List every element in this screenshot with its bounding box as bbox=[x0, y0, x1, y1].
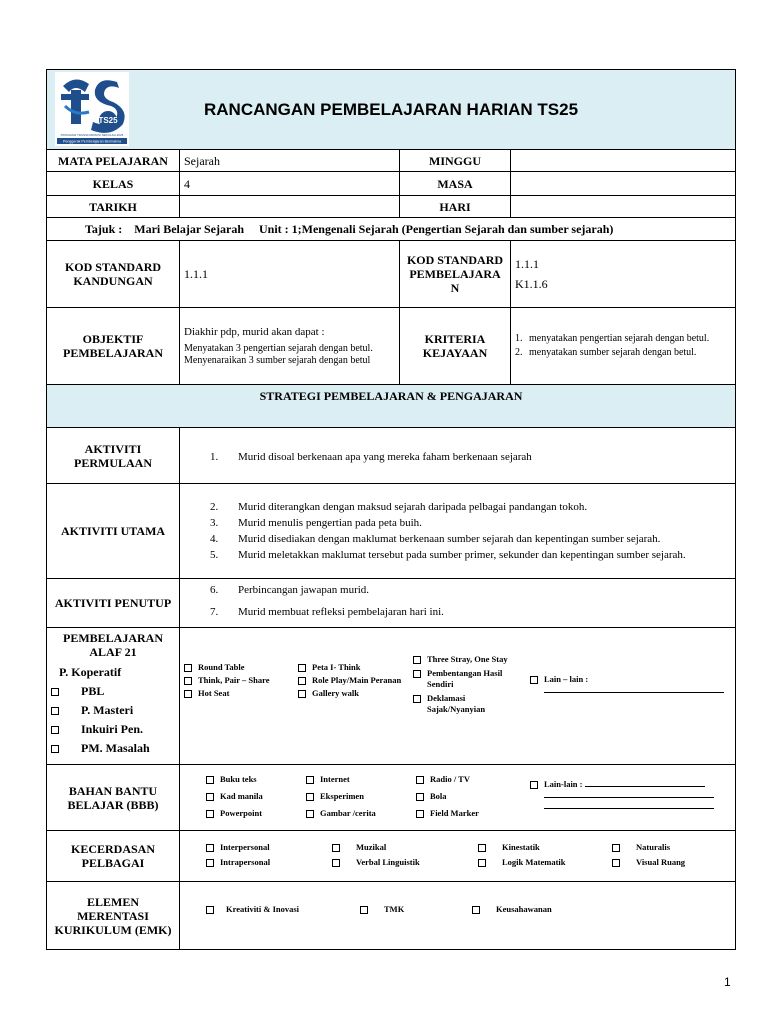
checkbox-icon bbox=[612, 859, 620, 867]
objektif-line-2: Menyenaraikan 3 sumber sejarah dengan betul bbox=[184, 355, 371, 366]
pak21-lain-option[interactable] bbox=[530, 674, 730, 696]
checkbox-icon bbox=[206, 793, 214, 801]
activity-item bbox=[184, 500, 731, 514]
kriteria-item bbox=[515, 347, 731, 359]
option-checkbox[interactable] bbox=[298, 662, 408, 673]
pak21-left-option[interactable] bbox=[51, 720, 175, 739]
activity-item-text: Murid menulis pengertian pada peta buih. bbox=[238, 517, 422, 529]
option-checkbox[interactable] bbox=[206, 791, 306, 802]
checkbox-icon bbox=[51, 745, 59, 753]
option-checkbox-label: Peta I- Think bbox=[312, 662, 361, 672]
emk-option[interactable] bbox=[206, 904, 299, 915]
bbb-lain-line-1 bbox=[585, 786, 705, 787]
masa-value[interactable] bbox=[511, 172, 736, 196]
bbb-lain-label: Lain-lain : bbox=[544, 779, 583, 789]
bbb-label: BAHAN BANTU BELAJAR (BBB) bbox=[47, 765, 180, 831]
option-checkbox[interactable] bbox=[206, 808, 306, 819]
pak21-left-option[interactable] bbox=[51, 682, 175, 701]
kod-sp-line-2: K1.1.6 bbox=[515, 277, 548, 291]
kriteria-item-number: 2. bbox=[515, 347, 523, 358]
activity-item-text: Murid diterangkan dengan maksud sejarah daripada pelbagai pandangan tokoh. bbox=[238, 501, 588, 513]
kecerdasan-options bbox=[180, 831, 736, 882]
page-number: 1 bbox=[724, 975, 731, 989]
option-checkbox-label: Powerpoint bbox=[220, 808, 263, 818]
checkbox-icon bbox=[472, 906, 480, 914]
option-checkbox-label: Gambar /cerita bbox=[320, 808, 376, 818]
minggu-value[interactable] bbox=[511, 150, 736, 172]
kecerdasan-option[interactable] bbox=[612, 842, 670, 853]
emk-options bbox=[180, 882, 736, 950]
pak21-left-option[interactable] bbox=[51, 739, 175, 758]
activity-item-text: Murid disoal berkenaan apa yang mereka faham berkenaan sejarah bbox=[238, 451, 532, 463]
option-checkbox[interactable] bbox=[184, 688, 294, 699]
option-checkbox-label: Kad manila bbox=[220, 791, 263, 801]
kecerdasan-option-label: Interpersonal bbox=[220, 842, 270, 852]
pak21-lain-line bbox=[544, 692, 724, 693]
aktiviti-utama-label: AKTIVITI UTAMA bbox=[47, 484, 180, 579]
svg-text:TS25: TS25 bbox=[98, 116, 118, 125]
activity-item bbox=[184, 583, 731, 597]
kriteria-item-number: 1. bbox=[515, 333, 523, 344]
pak21-left-option-label: PBL bbox=[81, 684, 105, 698]
activity-item-number: 6. bbox=[210, 584, 219, 596]
kriteria-value[interactable] bbox=[511, 308, 736, 385]
activity-item-number: 1. bbox=[210, 451, 219, 463]
kecerdasan-option[interactable] bbox=[206, 842, 270, 853]
svg-text:Penggerak Pembelajaran Bermakn: Penggerak Pembelajaran Bermakna bbox=[63, 139, 121, 144]
option-checkbox[interactable] bbox=[184, 662, 294, 673]
checkbox-icon bbox=[206, 776, 214, 784]
option-checkbox[interactable] bbox=[413, 668, 523, 690]
bbb-lain-line-2 bbox=[544, 797, 714, 798]
checkbox-icon bbox=[332, 844, 340, 852]
objektif-value[interactable] bbox=[180, 308, 400, 385]
ts25-logo-icon bbox=[55, 72, 129, 146]
option-checkbox[interactable] bbox=[184, 675, 294, 686]
pak21-left-option-label: P. Koperatif bbox=[59, 665, 122, 679]
kecerdasan-option[interactable] bbox=[478, 842, 540, 853]
hari-label: HARI bbox=[400, 196, 511, 218]
aktiviti-penutup-value[interactable] bbox=[180, 579, 736, 628]
checkbox-icon bbox=[206, 844, 214, 852]
kriteria-label: KRITERIA KEJAYAAN bbox=[400, 308, 511, 385]
pak21-label-cell bbox=[47, 628, 180, 765]
activity-item-text: Murid membuat refleksi pembelajaran hari ini. bbox=[238, 606, 444, 618]
option-checkbox-label: Think, Pair – Share bbox=[198, 675, 270, 685]
checkbox-icon bbox=[298, 677, 306, 685]
bbb-options bbox=[180, 765, 736, 831]
checkbox-icon bbox=[416, 810, 424, 818]
checkbox-icon bbox=[298, 664, 306, 672]
option-checkbox[interactable] bbox=[416, 774, 526, 785]
option-checkbox-label: Deklamasi Sajak/Nyanyian bbox=[427, 693, 486, 714]
aktiviti-penutup-label: AKTIVITI PENUTUP bbox=[47, 579, 180, 628]
kecerdasan-option[interactable] bbox=[332, 842, 386, 853]
option-checkbox-label: Three Stray, One Stay bbox=[427, 654, 508, 664]
mata-pelajaran-value[interactable]: Sejarah bbox=[180, 150, 400, 172]
activity-item-text: Murid disediakan dengan maklumat berkenaan sumber sejarah dan kepentingan sumber sejarah. bbox=[238, 533, 661, 545]
rph-document bbox=[46, 69, 735, 950]
checkbox-icon bbox=[416, 776, 424, 784]
kod-standard-pembelajaran-label: KOD STANDARD PEMBELAJARA N bbox=[400, 241, 511, 308]
option-checkbox[interactable] bbox=[413, 693, 523, 715]
option-checkbox-label: Hot Seat bbox=[198, 688, 230, 698]
option-checkbox[interactable] bbox=[413, 654, 523, 665]
checkbox-icon bbox=[332, 859, 340, 867]
rph-table bbox=[46, 69, 736, 950]
checkbox-icon bbox=[413, 695, 421, 703]
svg-text:PROGRAM TRANSFORMASI SEKOLAH 2: PROGRAM TRANSFORMASI SEKOLAH 2025 bbox=[60, 133, 124, 137]
kecerdasan-option-label: Verbal Linguistik bbox=[356, 857, 420, 867]
checkbox-icon bbox=[478, 844, 486, 852]
option-checkbox[interactable] bbox=[298, 675, 408, 686]
header-cell bbox=[47, 70, 736, 150]
kecerdasan-option-label: Intrapersonal bbox=[220, 857, 271, 867]
kecerdasan-option[interactable] bbox=[206, 857, 270, 868]
kecerdasan-option-label: Visual Ruang bbox=[636, 857, 686, 867]
option-checkbox-label: Pembentangan Hasil Sendiri bbox=[427, 668, 503, 689]
emk-option[interactable] bbox=[360, 904, 404, 915]
bbb-lain-option[interactable] bbox=[530, 779, 730, 812]
document-title: RANCANGAN PEMBELAJARAN HARIAN TS25 bbox=[204, 99, 579, 119]
checkbox-icon bbox=[306, 810, 314, 818]
kod-sp-line-1: 1.1.1 bbox=[515, 257, 539, 271]
option-checkbox[interactable] bbox=[306, 791, 406, 802]
kecerdasan-option[interactable] bbox=[478, 857, 566, 868]
emk-option-label: Kreativiti & Inovasi bbox=[226, 904, 300, 914]
checkbox-icon bbox=[530, 781, 538, 789]
checkbox-icon bbox=[184, 677, 192, 685]
tarikh-value[interactable] bbox=[180, 196, 400, 218]
checkbox-icon bbox=[478, 859, 486, 867]
strategi-heading: STRATEGI PEMBELAJARAN & PENGAJARAN bbox=[47, 385, 736, 428]
objektif-intro: Diakhir pdp, murid akan dapat : bbox=[184, 326, 325, 338]
activity-item bbox=[184, 450, 731, 464]
aktiviti-permulaan-value[interactable] bbox=[180, 428, 736, 484]
checkbox-icon bbox=[206, 859, 214, 867]
mata-pelajaran-label: MATA PELAJARAN bbox=[47, 150, 180, 172]
pak21-label: PEMBELAJARAN ALAF 21 bbox=[62, 631, 163, 659]
option-checkbox[interactable] bbox=[306, 808, 406, 819]
pak21-left-option[interactable] bbox=[51, 701, 175, 720]
option-checkbox-label: Eksperimen bbox=[320, 791, 364, 801]
checkbox-icon bbox=[206, 906, 214, 914]
kriteria-item-text: menyatakan pengertian sejarah dengan betul. bbox=[529, 333, 710, 344]
activity-item bbox=[184, 532, 731, 546]
kod-standard-kandungan-value[interactable]: 1.1.1 bbox=[180, 241, 400, 308]
kriteria-item-text: menyatakan sumber sejarah dengan betul. bbox=[529, 347, 697, 358]
masa-label: MASA bbox=[400, 172, 511, 196]
emk-option[interactable] bbox=[472, 904, 552, 915]
activity-item bbox=[184, 548, 731, 562]
aktiviti-permulaan-label: AKTIVITI PERMULAAN bbox=[47, 428, 180, 484]
kelas-value[interactable]: 4 bbox=[180, 172, 400, 196]
checkbox-icon bbox=[612, 844, 620, 852]
checkbox-icon bbox=[206, 810, 214, 818]
option-checkbox-label: Gallery walk bbox=[312, 688, 359, 698]
option-checkbox[interactable] bbox=[416, 808, 526, 819]
tarikh-label: TARIKH bbox=[47, 196, 180, 218]
checkbox-icon bbox=[51, 688, 59, 696]
option-checkbox[interactable] bbox=[298, 688, 408, 699]
option-checkbox-label: Role Play/Main Peranan bbox=[312, 675, 402, 685]
kecerdasan-option[interactable] bbox=[332, 857, 420, 868]
kecerdasan-option-label: Logik Matematik bbox=[502, 857, 566, 867]
checkbox-icon bbox=[413, 670, 421, 678]
checkbox-icon bbox=[184, 664, 192, 672]
activity-item-number: 2. bbox=[210, 501, 219, 513]
kecerdasan-option-label: Muzikal bbox=[356, 842, 387, 852]
activity-item-number: 4. bbox=[210, 533, 219, 545]
checkbox-icon bbox=[184, 690, 192, 698]
checkbox-icon bbox=[530, 676, 538, 684]
emk-label: ELEMEN MERENTASI KURIKULUM (EMK) bbox=[47, 882, 180, 950]
activity-item-number: 3. bbox=[210, 517, 219, 529]
activity-item bbox=[184, 605, 731, 619]
option-checkbox-label: Bola bbox=[430, 791, 447, 801]
bbb-lain-line-3 bbox=[544, 808, 714, 809]
option-checkbox-label: Internet bbox=[320, 774, 350, 784]
hari-value[interactable] bbox=[511, 196, 736, 218]
kecerdasan-option[interactable] bbox=[612, 857, 685, 868]
activity-item bbox=[184, 516, 731, 530]
option-checkbox-label: Buku teks bbox=[220, 774, 257, 784]
option-checkbox-label: Round Table bbox=[198, 662, 245, 672]
tajuk-row: Tajuk : Mari Belajar Sejarah Unit : 1;Mengenali Sejarah (Pengertian Sejarah dan sumber sejarah) bbox=[47, 218, 736, 241]
option-checkbox[interactable] bbox=[416, 791, 526, 802]
checkbox-icon bbox=[306, 776, 314, 784]
checkbox-icon bbox=[306, 793, 314, 801]
kecerdasan-option-label: Kinestatik bbox=[502, 842, 540, 852]
checkbox-icon bbox=[416, 793, 424, 801]
option-checkbox-label: Field Marker bbox=[430, 808, 479, 818]
objektif-label: OBJEKTIF PEMBELAJARAN bbox=[47, 308, 180, 385]
activity-item-number: 5. bbox=[210, 549, 219, 561]
option-checkbox-label: Radio / TV bbox=[430, 774, 470, 784]
objektif-line-1: Menyatakan 3 pengertian sejarah dengan betul. bbox=[184, 343, 373, 354]
activity-item-text: Murid meletakkan maklumat tersebut pada sumber primer, sekunder dan kepentingan sumber sejarah. bbox=[238, 549, 686, 561]
checkbox-icon bbox=[51, 726, 59, 734]
kecerdasan-option-label: Naturalis bbox=[636, 842, 670, 852]
kecerdasan-label: KECERDASAN PELBAGAI bbox=[47, 831, 180, 882]
activity-item-text: Perbincangan jawapan murid. bbox=[238, 584, 370, 596]
checkbox-icon bbox=[413, 656, 421, 664]
kelas-label: KELAS bbox=[47, 172, 180, 196]
pak21-left-option[interactable] bbox=[51, 663, 175, 682]
pak21-lain-label: Lain – lain : bbox=[544, 674, 589, 684]
aktiviti-utama-value[interactable] bbox=[180, 484, 736, 579]
pak21-left-option-label: Inkuiri Pen. bbox=[81, 722, 144, 736]
pak21-options bbox=[180, 628, 736, 765]
checkbox-icon bbox=[298, 690, 306, 698]
checkbox-icon bbox=[51, 707, 59, 715]
activity-item-number: 7. bbox=[210, 606, 219, 618]
kod-standard-pembelajaran-value[interactable] bbox=[511, 241, 736, 308]
minggu-label: MINGGU bbox=[400, 150, 511, 172]
checkbox-icon bbox=[360, 906, 368, 914]
pak21-left-option-label: P. Masteri bbox=[81, 703, 134, 717]
emk-option-label: TMK bbox=[384, 904, 405, 914]
emk-option-label: Keusahawanan bbox=[496, 904, 552, 914]
option-checkbox[interactable] bbox=[206, 774, 306, 785]
pak21-left-option-label: PM. Masalah bbox=[81, 741, 150, 755]
option-checkbox[interactable] bbox=[306, 774, 406, 785]
kod-standard-kandungan-label: KOD STANDARD KANDUNGAN bbox=[47, 241, 180, 308]
kriteria-item bbox=[515, 333, 731, 345]
